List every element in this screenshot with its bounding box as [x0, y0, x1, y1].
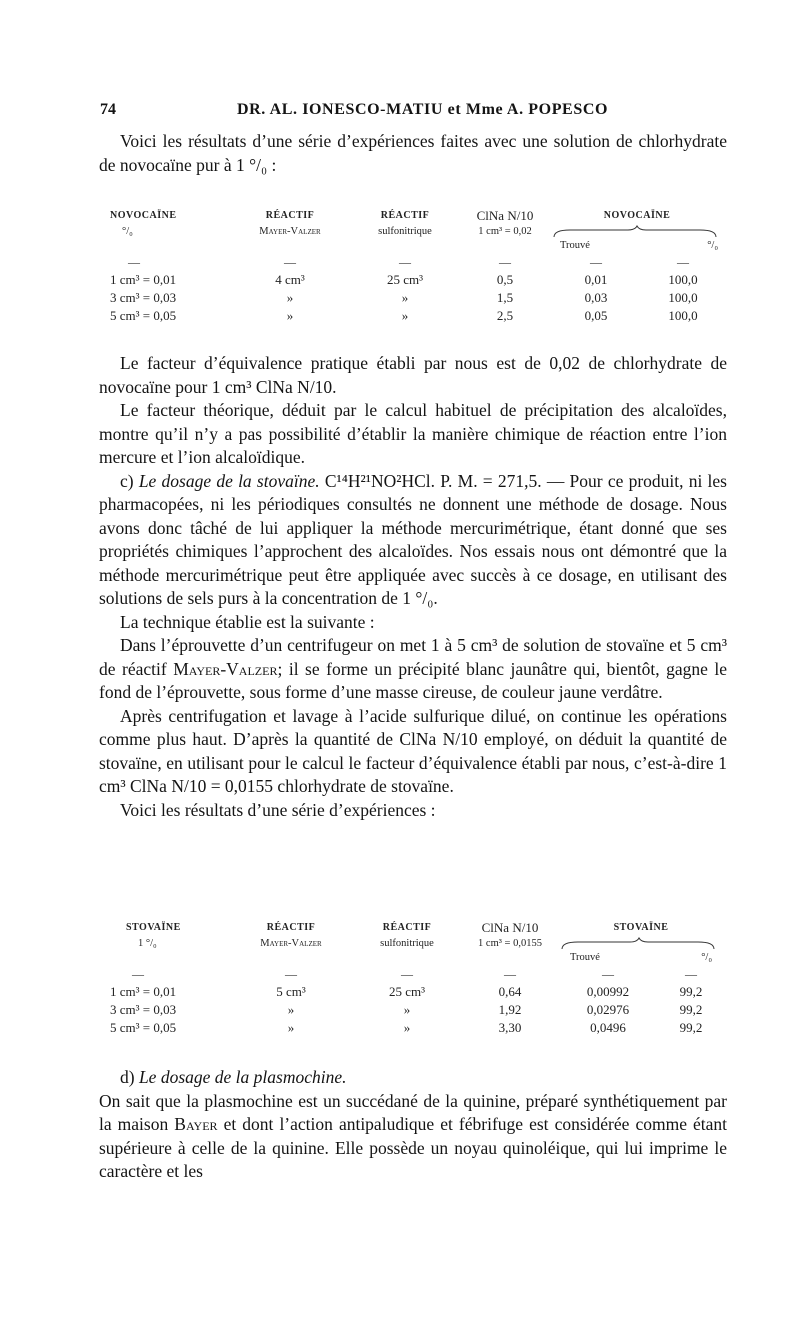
section-title: Le dosage de la stovaïne.: [138, 470, 320, 491]
table-row: [110, 271, 724, 289]
col-header: STOVAÏNE: [126, 922, 181, 933]
col-header: RÉACTIF: [265, 210, 315, 221]
table-dash-row: — — — — — —: [132, 967, 697, 981]
col-header: ClNa N/10: [476, 208, 534, 223]
main-text-block: [99, 352, 727, 822]
table-cell: 99,2: [679, 984, 703, 999]
table-cell: 25 cm³: [386, 272, 424, 287]
paragraph-plasmochine-heading: [99, 1066, 727, 1090]
table-subheader-row: [110, 224, 724, 254]
col-subheader: Trouvé: [570, 952, 600, 963]
table-cell: 0,02976: [586, 1002, 630, 1017]
paragraph-technique: La technique établie est la suivante :: [120, 611, 375, 632]
table-cell: 99,2: [679, 1020, 703, 1035]
col-header: NOVOCAÏNE: [603, 210, 671, 221]
section-label: d): [120, 1067, 135, 1087]
running-title: DR. AL. IONESCO-MATIU et Mme A. POPESCO: [236, 101, 609, 118]
table-row: [110, 1019, 724, 1037]
table-cell: 25 cm³: [388, 984, 426, 999]
table-cell: 1 cm³ = 0,01: [110, 272, 177, 287]
page-number: 74: [100, 101, 116, 118]
paragraph-eprouvette: [99, 634, 727, 705]
paragraph-facteur-theorique: Le facteur théorique, déduit par le calcul habituel de précipitation des alcaloïdes, montre qu’il n’y a pas possibilité d’établir la manière chimique de réaction entre l’ion mercure et l’ion alcaloïdique.: [99, 400, 727, 467]
col-header: ClNa N/10: [481, 920, 539, 935]
col-header: STOVAÏNE: [613, 922, 669, 933]
paragraph-stovaine: [99, 470, 727, 611]
col-subheader: 1 cm³ = 0,0155: [478, 938, 542, 949]
col-subheader: sulfonitrique: [378, 226, 432, 237]
col-subheader: Mayer-Valzer: [259, 226, 321, 237]
plasmochine-text-block: [99, 1066, 727, 1184]
col-header: RÉACTIF: [266, 922, 316, 933]
col-header: RÉACTIF: [380, 210, 430, 221]
paragraph-text: — Pour ce produit, ni les pharmacopées, ni les périodiques consultés ne donnent une méthode de dosage. Nous avons donc tâché de lui appliquer la méthode mercurimétrique, étant donné que ses propriétés chimiques l’approchent des alcaloïdes. Nos essais nous ont démontré que la méthode mercurimétrique peut être appliquée avec succès à ce dosage, en utilisant des solutions de sels purs à la concentration de 1 °/₀.: [99, 470, 727, 608]
paragraph-facteur-pratique: Le facteur d’équivalence pratique établi par nous est de 0,02 de chlorhydrate de novocaïne pour 1 cm³ ClNa N/10.: [99, 353, 727, 397]
col-header: NOVOCAÏNE: [110, 210, 177, 221]
reagent-name: Mayer-Valzer: [173, 658, 278, 679]
brace: [550, 225, 724, 239]
table-cell: 0,03: [584, 290, 608, 305]
paragraph-plasmochine: [99, 1090, 727, 1184]
table-cell: »: [401, 308, 409, 323]
table-cell: 5 cm³: [276, 984, 306, 999]
table-cell: 0,05: [584, 308, 608, 323]
table-cell: 0,01: [584, 272, 608, 287]
table-cell: 0,5: [496, 272, 514, 287]
table-cell: »: [401, 290, 409, 305]
intro-text-1: Voici les résultats d’une série d’expériences faites avec une solution de chlorhydrate de novocaïne pur à 1 °/₀ :: [99, 131, 727, 175]
table-header-row: [110, 920, 724, 936]
table-cell: »: [403, 1002, 411, 1017]
table-row: [110, 983, 724, 1001]
table-row: [110, 289, 724, 307]
table-cell: 1,5: [496, 290, 514, 305]
col-subheader: °/₀: [122, 226, 133, 237]
novocaine-results-table: [110, 208, 724, 325]
table-cell: 3 cm³ = 0,03: [110, 1002, 177, 1017]
col-subheader: 1 °/₀: [138, 938, 157, 949]
intro-text-2: Voici les résultats d’une série d’expériences :: [120, 799, 436, 820]
col-subheader: sulfonitrique: [380, 938, 434, 949]
section-label: c): [120, 470, 134, 491]
table-cell: »: [287, 1020, 295, 1035]
table-cell: 5 cm³ = 0,05: [110, 308, 177, 323]
table-cell: 1,92: [498, 1002, 522, 1017]
intro-paragraph-1: [99, 130, 727, 177]
table-cell: 100,0: [668, 272, 698, 287]
paragraph-text: On sait que la plasmochine est un succédané de la quinine, préparé synthétiquement par la maison: [99, 1090, 727, 1134]
table-header-row: [110, 208, 724, 224]
table-cell: 3,30: [498, 1020, 522, 1035]
table-cell: 4 cm³: [275, 272, 305, 287]
table-cell: 1 cm³ = 0,01: [110, 984, 177, 999]
table-row: [110, 1001, 724, 1019]
table-cell: 5 cm³ = 0,05: [110, 1020, 177, 1035]
brace: [558, 937, 724, 951]
col-subheader: Mayer-Valzer: [260, 938, 322, 949]
chemical-formula: C¹⁴H²¹NO²HCl. P. M. = 271,5.: [324, 470, 542, 491]
table-cell: 100,0: [668, 290, 698, 305]
table-cell: 99,2: [679, 1002, 703, 1017]
table-cell: »: [286, 290, 294, 305]
col-subheader: 1 cm³ = 0,02: [478, 226, 532, 237]
company-name: Bayer: [174, 1114, 218, 1134]
table-subheader-row: [110, 936, 724, 966]
table-cell: 0,00992: [586, 984, 630, 999]
col-subheader: °/₀: [701, 952, 712, 963]
paragraph-apres: Après centrifugation et lavage à l’acide sulfurique dilué, on continue les opérations comme plus haut. D’après la quantité de ClNa N/10 employé, on déduit la quantité de stovaïne, en utilisant pour le calcul le facteur d’équivalence établi par nous, c’est-à-dire 1 cm³ ClNa N/10 = 0,0155 chlorhydrate de stovaïne.: [99, 705, 727, 796]
table-cell: 2,5: [496, 308, 514, 323]
col-subheader: Trouvé: [560, 240, 590, 251]
section-title: Le dosage de la plasmochine.: [138, 1067, 347, 1087]
table-row: [110, 307, 724, 325]
stovaine-results-table: [110, 920, 724, 1037]
brace-line: [550, 225, 720, 239]
paragraph-text: et dont l’action antipaludique et fébrifuge est considérée comme étant supérieure à celle de la quinine. Elle possède un noyau quinoléique, qui lui imprime le caractère et les: [99, 1114, 728, 1181]
col-subheader: °/₀: [707, 240, 718, 251]
table-cell: 100,0: [668, 308, 698, 323]
table-cell: 0,64: [498, 984, 522, 999]
table-cell: »: [286, 308, 294, 323]
table-cell: »: [287, 1002, 295, 1017]
table-cell: 0,0496: [590, 1020, 626, 1035]
paragraph-text: ; il se forme un précipité blanc jaunâtre qui, bientôt, gagne le fond de l’éprouvette, sous forme d’une masse cireuse, de couleur jaune verdâtre.: [99, 658, 727, 702]
brace-line: [558, 937, 718, 951]
table-cell: »: [403, 1020, 411, 1035]
table-cell: 3 cm³ = 0,03: [110, 290, 177, 305]
col-header: RÉACTIF: [382, 922, 432, 933]
table-dash-row: — — — — — —: [128, 255, 689, 269]
paragraph-text: Dans l’éprouvette d’un centrifugeur on met 1 à 5 cm³ de solution de stovaïne et 5 cm³ de réactif: [99, 635, 727, 679]
